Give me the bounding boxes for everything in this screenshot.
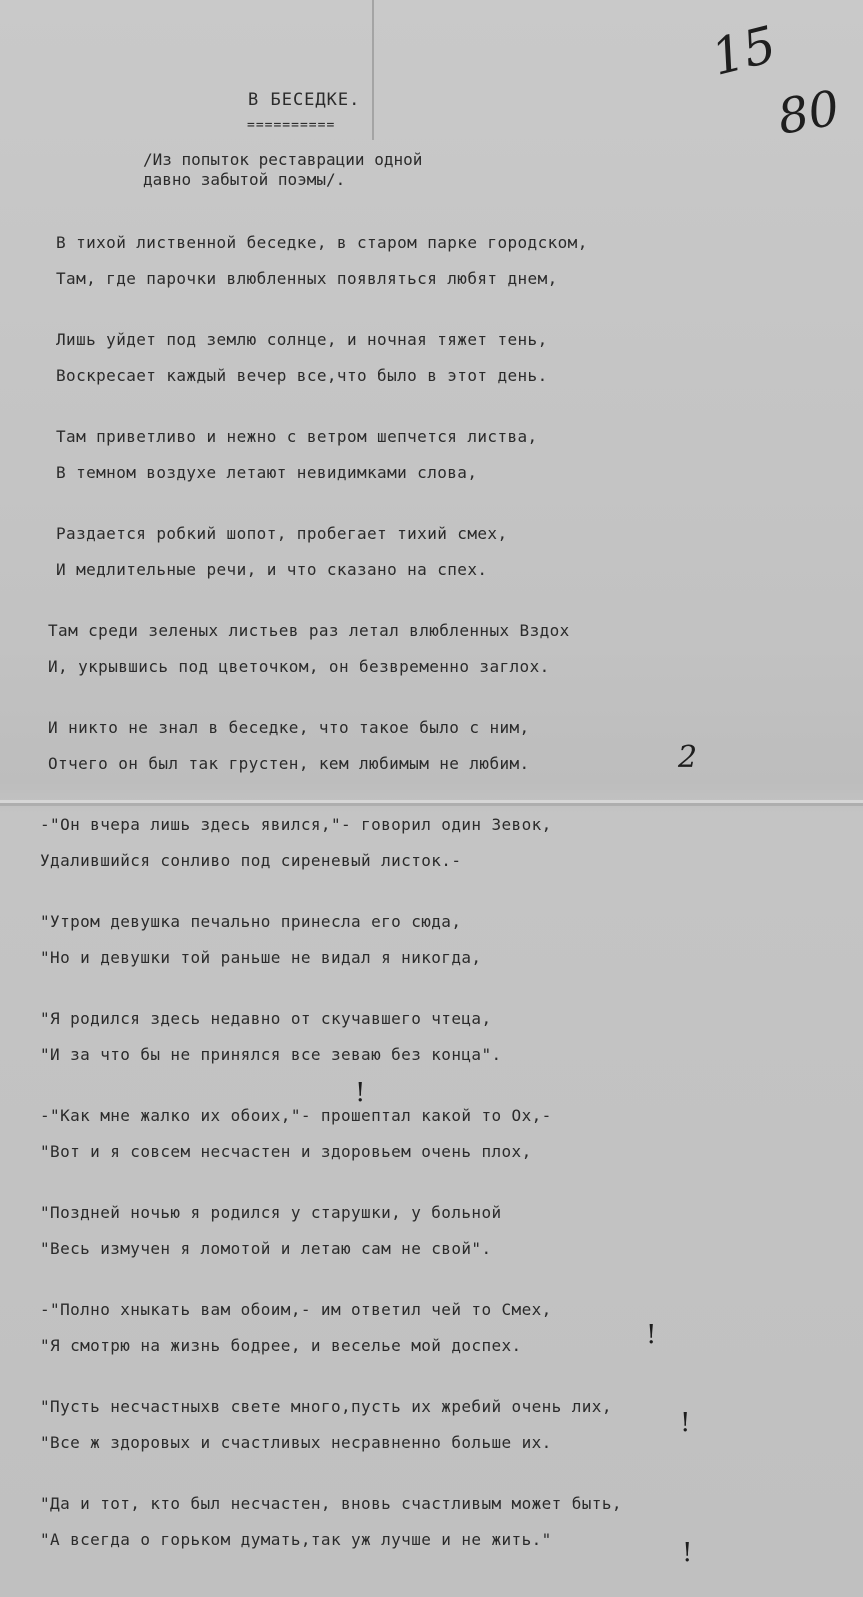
verse-line: И никто не знал в беседке, что такое было с ним, bbox=[48, 718, 530, 737]
verse-line: Там приветливо и нежно с ветром шепчется листва, bbox=[56, 427, 538, 446]
handwritten-note-mark: 2 bbox=[678, 740, 698, 775]
handwritten-page-number: 80 bbox=[773, 80, 844, 146]
verse-line: Там среди зеленых листьев раз летал влюбленных Вздох bbox=[48, 621, 570, 640]
stanza bbox=[40, 225, 850, 297]
stanza bbox=[40, 1486, 850, 1558]
verse-line: Воскресает каждый вечер все,что было в этот день. bbox=[56, 366, 548, 385]
handwritten-exclamation-mark: ! bbox=[646, 1320, 657, 1350]
verse-line: "Поздней ночью я родился у старушки, у больной bbox=[40, 1203, 502, 1222]
handwritten-exclamation-mark: ! bbox=[682, 1538, 693, 1568]
verse-line: "Пусть несчастныхв свете много,пусть их жребий очень лих, bbox=[40, 1397, 612, 1416]
verse-line: "И за что бы не принялся все зеваю без конца". bbox=[40, 1045, 502, 1064]
verse-line: "Все ж здоровых и счастливых несравненно больше их. bbox=[40, 1433, 552, 1452]
verse-line: "Утром девушка печально принесла его сюда, bbox=[40, 912, 462, 931]
poem-subtitle bbox=[143, 150, 422, 190]
stanza bbox=[40, 807, 850, 879]
verse-line: И медлительные речи, и что сказано на спех. bbox=[56, 560, 488, 579]
verse-line: "Я родился здесь недавно от скучавшего чтеца, bbox=[40, 1009, 492, 1028]
stanza bbox=[40, 613, 850, 685]
poem-title: В БЕСЕДКЕ. bbox=[248, 90, 361, 110]
stanza bbox=[40, 904, 850, 976]
verse-line: Лишь уйдет под землю солнце, и ночная тяжет тень, bbox=[56, 330, 548, 349]
poem-body bbox=[40, 225, 850, 1583]
verse-line: "А всегда о горьком думать,так уж лучше и не жить." bbox=[40, 1530, 552, 1549]
verse-line: -"Как мне жалко их обоих,"- прошептал какой то Ох,- bbox=[40, 1106, 552, 1125]
stanza bbox=[40, 516, 850, 588]
handwritten-exclamation-mark: ! bbox=[680, 1408, 691, 1438]
verse-line: "Но и девушки той раньше не видал я никогда, bbox=[40, 948, 482, 967]
verse-line: И, укрывшись под цветочком, он безвременно заглох. bbox=[48, 657, 550, 676]
stanza bbox=[40, 1389, 850, 1461]
verse-line: -"Полно хныкать вам обоим,- им ответил чей то Смех, bbox=[40, 1300, 552, 1319]
stanza bbox=[40, 1098, 850, 1170]
verse-line: Там, где парочки влюбленных появляться любят днем, bbox=[56, 269, 558, 288]
verse-line: "Весь измучен я ломотой и летаю сам не свой". bbox=[40, 1239, 492, 1258]
verse-line: Раздается робкий шопот, пробегает тихий смех, bbox=[56, 524, 508, 543]
verse-line: "Да и тот, кто был несчастен, вновь счастливым может быть, bbox=[40, 1494, 622, 1513]
verse-line: "Я смотрю на жизнь бодрее, и веселье мой доспех. bbox=[40, 1336, 522, 1355]
handwritten-crossed-page-number: 15 bbox=[705, 15, 782, 87]
stanza bbox=[40, 710, 850, 782]
stanza bbox=[40, 322, 850, 394]
verse-line: В темном воздухе летают невидимками слова, bbox=[56, 463, 478, 482]
stanza bbox=[40, 419, 850, 491]
stanza bbox=[40, 1195, 850, 1267]
subtitle-line: давно забытой поэмы/. bbox=[143, 170, 346, 189]
verse-line: "Вот и я совсем несчастен и здоровьем очень плох, bbox=[40, 1142, 532, 1161]
verse-line: -"Он вчера лишь здесь явился,"- говорил один Зевок, bbox=[40, 815, 552, 834]
verse-line: Удалившийся сонливо под сиреневый листок.- bbox=[40, 851, 462, 870]
stanza bbox=[40, 1001, 850, 1073]
title-underline: ========== bbox=[247, 118, 336, 133]
verse-line: В тихой лиственной беседке, в старом парке городском, bbox=[56, 233, 588, 252]
subtitle-line: /Из попыток реставрации одной bbox=[143, 150, 423, 169]
handwritten-exclamation-mark: ! bbox=[355, 1078, 366, 1108]
paper-crease bbox=[372, 0, 374, 140]
verse-line: Отчего он был так грустен, кем любимым не любим. bbox=[48, 754, 530, 773]
stanza bbox=[40, 1292, 850, 1364]
